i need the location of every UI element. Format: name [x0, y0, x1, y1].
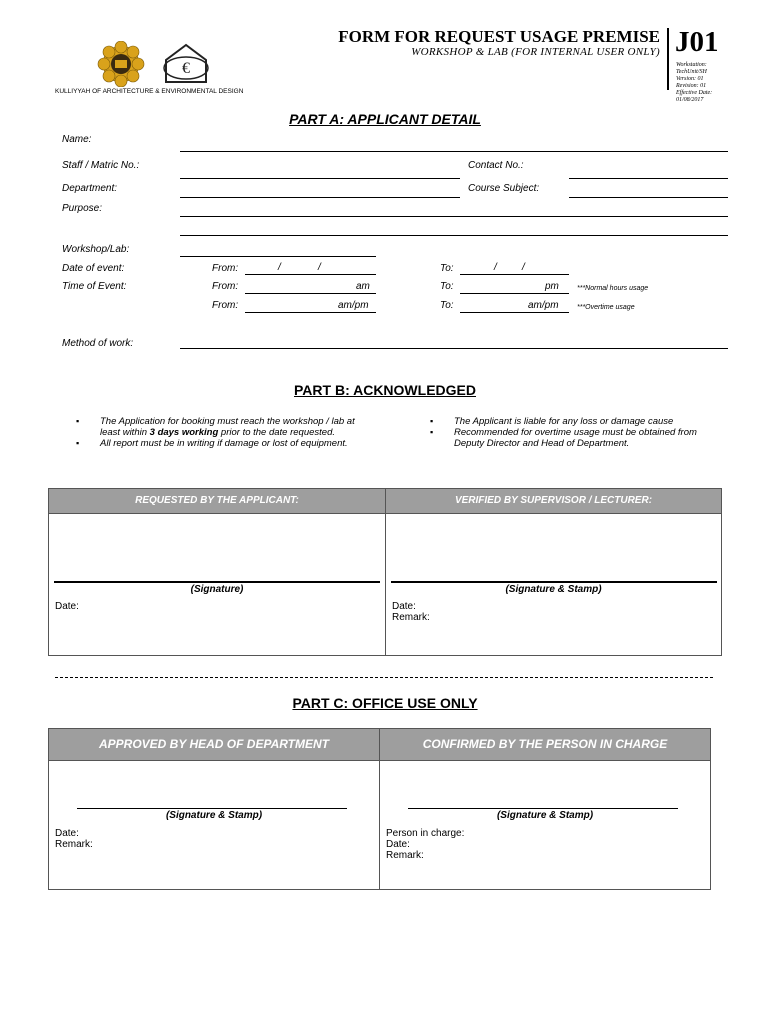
part-b-table [48, 488, 722, 656]
supervisor-signature-label: (Signature & Stamp) [505, 584, 602, 595]
overtime-to-ampm: am/pm [528, 300, 559, 311]
time-event-label: Time of Event: [62, 281, 127, 292]
part-b-title: PART B: ACKNOWLEDGED [294, 382, 476, 398]
overtime-from-ampm: am/pm [338, 300, 369, 311]
workshop-field[interactable] [180, 256, 376, 257]
note-booking: ▪ The Application for booking must reach the workshop / lab at least within 3 days working prior to the date requested. [62, 416, 362, 438]
hod-signature-line[interactable] [77, 808, 347, 809]
supervisor-remark-label: Remark: [392, 612, 430, 623]
svg-text:€: € [182, 60, 190, 77]
iium-logo [96, 41, 146, 87]
time-from-am: am [356, 281, 370, 292]
pic-signature-line[interactable] [408, 808, 678, 809]
date-from-slash-1: / [278, 262, 281, 273]
part-c-table [48, 728, 711, 890]
contact-label: Contact No.: [468, 160, 524, 171]
overtime-to-label: To: [440, 300, 454, 311]
header-divider [667, 28, 669, 90]
purpose-label: Purpose: [62, 203, 103, 214]
method-label: Method of work: [62, 338, 134, 349]
contact-field[interactable] [569, 178, 728, 179]
kulliyyah-name: KULLIYYAH OF ARCHITECTURE & ENVIRONMENTAL DESIGN [55, 88, 244, 95]
applicant-signature-line[interactable] [54, 581, 380, 583]
column-divider-c [379, 729, 380, 889]
overtime-note: ***Overtime usage [577, 304, 635, 311]
header-rule [49, 513, 721, 514]
pic-date-label: Date: [386, 839, 410, 850]
date-event-label: Date of event: [62, 263, 125, 274]
supervisor-header: VERIFIED BY SUPERVISOR / LECTURER: [386, 489, 721, 513]
time-from-field[interactable] [245, 293, 376, 294]
supervisor-signature-line[interactable] [391, 581, 717, 583]
date-from-label: From: [212, 263, 239, 274]
note-overtime: ▪ Recommended for overtime usage must be obtained from Deputy Director and Head of Department. [416, 427, 716, 449]
purpose-field-1[interactable] [180, 216, 728, 217]
form-code: J01 [675, 26, 719, 58]
date-from-slash-2: / [318, 262, 321, 273]
form-title: FORM FOR REQUEST USAGE PREMISE [338, 27, 660, 46]
date-to-label: To: [440, 263, 454, 274]
applicant-date-label: Date: [55, 601, 79, 612]
date-to-slash-2: / [522, 262, 525, 273]
person-in-charge-header: CONFIRMED BY THE PERSON IN CHARGE [380, 729, 710, 760]
form-subtitle: WORKSHOP & LAB (FOR INTERNAL USER ONLY) [411, 46, 660, 58]
date-to-slash-1: / [494, 262, 497, 273]
header-rule-c [49, 760, 710, 761]
pic-signature-label: (Signature & Stamp) [496, 810, 594, 821]
time-to-field[interactable] [460, 293, 569, 294]
time-to-pm: pm [545, 281, 559, 292]
overtime-from-field[interactable] [245, 312, 376, 313]
hod-header: APPROVED BY HEAD OF DEPARTMENT [49, 729, 379, 760]
kaed-logo [160, 42, 212, 86]
course-label: Course Subject: [468, 183, 540, 194]
department-label: Department: [62, 183, 118, 194]
part-a-title: PART A: APPLICANT DETAIL [289, 111, 481, 127]
part-b-left-notes [62, 416, 362, 449]
supervisor-date-label: Date: [392, 601, 416, 612]
course-field[interactable] [569, 197, 728, 198]
hod-remark-label: Remark: [55, 839, 93, 850]
date-from-field[interactable] [245, 274, 376, 275]
applicant-signature-label: (Signature) [190, 584, 244, 595]
time-to-label: To: [440, 281, 454, 292]
part-b-right-notes [416, 416, 716, 449]
form-meta: Workstation: TechUnit/SH Version: 01 Revision: 01 Effective Date: 01/08/2017 [676, 62, 713, 103]
staff-field[interactable] [180, 178, 460, 179]
time-from-label: From: [212, 281, 239, 292]
staff-label: Staff / Matric No.: [62, 160, 140, 171]
name-field[interactable] [180, 151, 728, 152]
hod-date-label: Date: [55, 828, 79, 839]
department-field[interactable] [180, 197, 460, 198]
part-c-title: PART C: OFFICE USE ONLY [292, 695, 478, 711]
pic-remark-label: Remark: [386, 850, 424, 861]
cut-line [55, 677, 713, 679]
date-to-field[interactable] [460, 274, 569, 275]
pic-name-label: Person in charge: [386, 828, 465, 839]
note-report: ▪ All report must be in writing if damage or lost of equipment. [62, 438, 362, 449]
workshop-label: Workshop/Lab: [62, 244, 130, 255]
note-liability: ▪ The Applicant is liable for any loss or damage cause [416, 416, 716, 427]
method-field[interactable] [180, 348, 728, 349]
hod-signature-label: (Signature & Stamp) [165, 810, 263, 821]
normal-hours-note: ***Normal hours usage [577, 285, 649, 292]
overtime-to-field[interactable] [460, 312, 569, 313]
applicant-header: REQUESTED BY THE APPLICANT: [49, 489, 385, 513]
overtime-from-label: From: [212, 300, 239, 311]
purpose-field-2[interactable] [180, 235, 728, 236]
name-label: Name: [62, 134, 92, 145]
